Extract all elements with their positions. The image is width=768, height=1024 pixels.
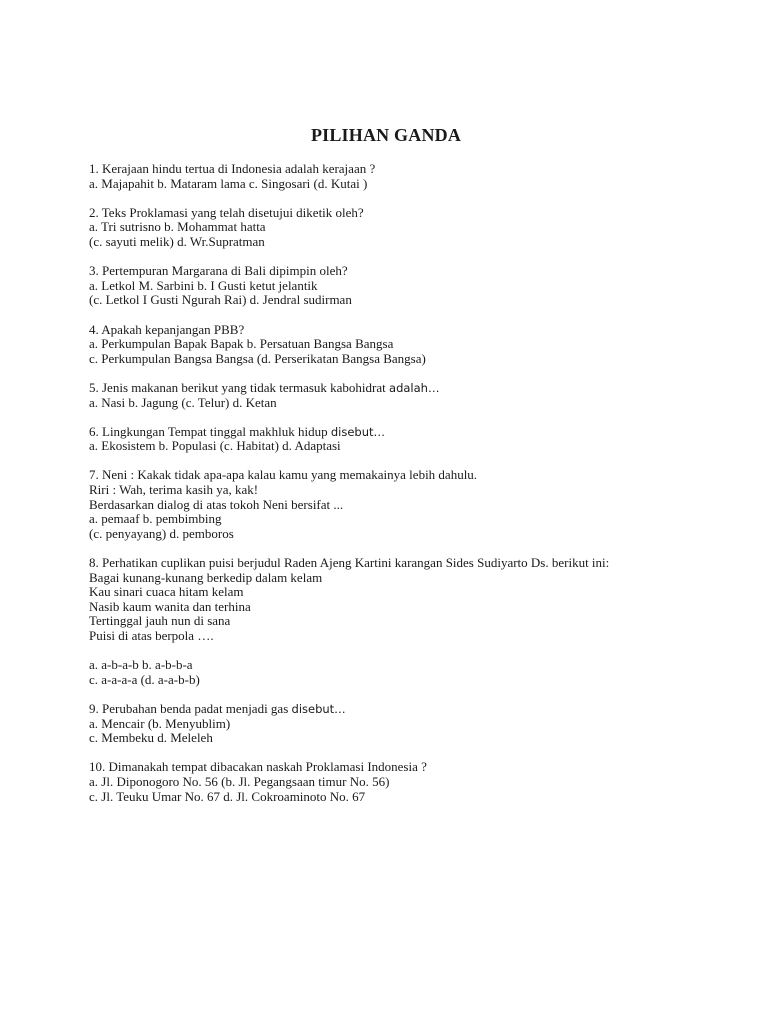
answer-line: c. Perkumpulan Bangsa Bangsa (d. Perserikatan Bangsa Bangsa) (89, 350, 426, 366)
question-8 (89, 556, 729, 687)
question-text: 7. Neni : Kakak tidak apa-apa kalau kamu yang memakainya lebih dahulu. (89, 467, 478, 483)
question-text: 2. Teks Proklamasi yang telah disetujui diketik oleh? (89, 204, 364, 220)
question-text (89, 425, 729, 440)
answer-line: (c. sayuti melik) d. Wr.Supratman (89, 233, 265, 249)
question-text: 10. Dimanakah tempat dibacakan naskah Proklamasi Indonesia ? (89, 759, 427, 775)
question-6 (89, 425, 729, 454)
answer-line: c. Membeku d. Meleleh (89, 730, 213, 746)
answer-line: a. Ekosistem b. Populasi (c. Habitat) d. Adaptasi (89, 438, 341, 454)
answer-line: a. Perkumpulan Bapak Bapak b. Persatuan Bangsa Bangsa (89, 336, 394, 352)
question-3 (89, 264, 729, 308)
answer-line: c. Jl. Teuku Umar No. 67 d. Jl. Cokroaminoto No. 67 (89, 788, 366, 804)
answer-line: Tertinggal jauh nun di sana (89, 613, 231, 629)
answer-line: a. Jl. Diponogoro No. 56 (b. Jl. Pegangsaan timur No. 56) (89, 773, 390, 789)
question-text-main: 6. Lingkungan Tempat tinggal makhluk hidup (89, 423, 331, 439)
question-7 (89, 468, 729, 541)
answer-line: Kau sinari cuaca hitam kelam (89, 584, 244, 600)
blank-line (89, 644, 729, 659)
page-title: PILIHAN GANDA (310, 125, 462, 145)
answer-line: c. a-a-a-a (d. a-a-b-b) (89, 671, 200, 687)
question-text: 3. Pertempuran Margarana di Bali dipimpin oleh? (89, 263, 348, 279)
answer-line: Bagai kunang-kunang berkedip dalam kelam (89, 569, 323, 585)
question-1 (89, 162, 729, 191)
question-2 (89, 206, 729, 250)
question-text: 4. Apakah kepanjangan PBB? (89, 321, 245, 337)
answer-line: a. Majapahit b. Mataram lama c. Singosari (d. Kutai ) (89, 175, 368, 191)
answer-line: a. Mencair (b. Menyublim) (89, 715, 231, 731)
answer-line: a. pemaaf b. pembimbing (89, 511, 222, 527)
question-9 (89, 702, 729, 746)
answer-line: a. Tri sutrisno b. Mohammat hatta (89, 219, 266, 235)
question-list (89, 162, 729, 819)
answer-line: Riri : Wah, terima kasih ya, kak! (89, 482, 259, 498)
answer-line: (c. penyayang) d. pemboros (89, 525, 234, 541)
answer-line: Puisi di atas berpola …. (89, 628, 214, 643)
question-text (89, 381, 729, 396)
question-text-main: 5. Jenis makanan berikut yang tidak termasuk kabohidrat (89, 379, 390, 395)
question-text-suffix: disebut… (330, 424, 386, 439)
answer-line: a. Letkol M. Sarbini b. I Gusti ketut jelantik (89, 277, 318, 293)
question-10 (89, 760, 729, 804)
question-text (89, 702, 729, 717)
question-text-main: 9. Perubahan benda padat menjadi gas (89, 700, 292, 716)
answer-line: Nasib kaum wanita dan terhina (89, 598, 251, 614)
answer-line: (c. Letkol I Gusti Ngurah Rai) d. Jendral sudirman (89, 292, 352, 308)
answer-line: a. Nasi b. Jagung (c. Telur) d. Ketan (89, 394, 277, 410)
question-text: 1. Kerajaan hindu tertua di Indonesia adalah kerajaan ? (89, 161, 376, 176)
question-4 (89, 323, 729, 367)
question-text-suffix: disebut… (291, 701, 346, 716)
question-text-suffix: adalah… (389, 380, 440, 395)
answer-line: Berdasarkan dialog di atas tokoh Neni bersifat ... (89, 496, 344, 512)
answer-line: a. a-b-a-b b. a-b-b-a (89, 657, 193, 673)
question-5 (89, 381, 729, 410)
question-text: 8. Perhatikan cuplikan puisi berjudul Raden Ajeng Kartini karangan Sides Sudiyarto Ds. berikut ini: (89, 555, 610, 571)
